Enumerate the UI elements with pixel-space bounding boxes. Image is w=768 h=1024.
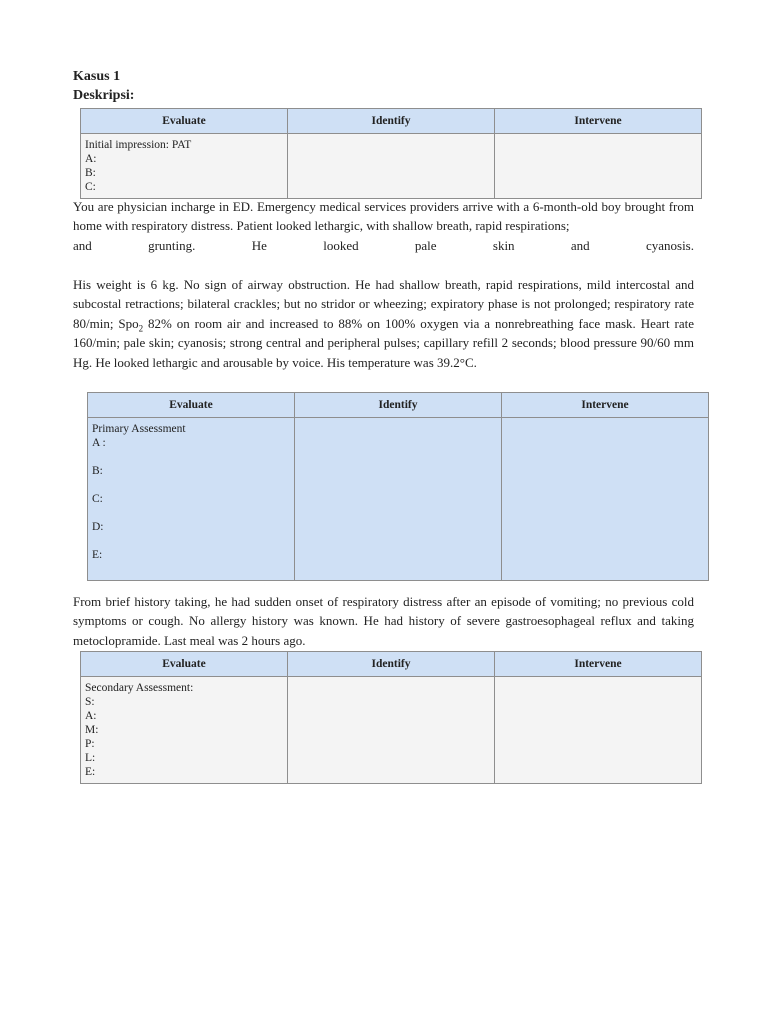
identify-cell [288, 134, 495, 199]
header-identify: Identify [288, 109, 495, 134]
findings-paragraph [73, 275, 694, 372]
spo2-subscript: 2 [138, 323, 144, 334]
history-paragraph [73, 592, 694, 650]
primary-lines [92, 436, 290, 562]
cell-title: Initial impression: PAT [85, 139, 192, 151]
header-identify: Identify [295, 393, 502, 418]
cell-line-m: M: [85, 724, 99, 736]
evaluate-cell [88, 418, 295, 581]
cell-line-e: E: [92, 549, 103, 561]
findings-text-a: His weight is 6 kg. No sign of airway obstruction. He had shallow breath, rapid respirations, mild intercostal and subcostal retractions; bilateral crackles; but no stridor or wheezing; expiratory phase is not prolonged; respiratory rate 80/min; Spo [73, 277, 694, 331]
header-evaluate: Evaluate [81, 109, 288, 134]
intervene-cell [502, 418, 709, 581]
cell-line-a: A: [85, 153, 97, 165]
cell-line-p: P: [85, 738, 95, 750]
intervene-cell [495, 134, 702, 199]
intervene-cell [495, 677, 702, 784]
identify-cell [295, 418, 502, 581]
header-evaluate: Evaluate [81, 652, 288, 677]
cell-line-d: D: [92, 521, 104, 533]
findings-text-b: 82% on room air and increased to 88% on 100% oxygen via a nonrebreathing face mask. Heart rate 160/min; pale skin; cyanosis; strong central and peripheral pulses; capillary refill 2 seconds; blood pressure 90/60 mm Hg. He looked lethargic and arousable by voice. His temperature was 39.2°C. [73, 315, 694, 370]
cell-line-l: L: [85, 752, 96, 764]
scenario-paragraph [73, 197, 694, 236]
table-header-row [88, 393, 709, 418]
cell-line-b: B: [85, 167, 96, 179]
evaluate-cell [81, 677, 288, 784]
scenario-last-line [73, 236, 694, 255]
table-row [88, 418, 709, 581]
case-title: Kasus 1 [73, 69, 121, 84]
table-header-row [81, 109, 702, 134]
header-intervene: Intervene [495, 652, 702, 677]
cell-line-a: A : [92, 437, 106, 449]
table-row [81, 677, 702, 784]
table-row [81, 134, 702, 199]
scenario-last-text: and grunting. He looked pale skin and cyanosis. [73, 238, 694, 253]
cell-line-s: S: [85, 696, 95, 708]
cell-line-b: B: [92, 465, 103, 477]
cell-line-a: A: [85, 710, 97, 722]
evaluate-cell [81, 134, 288, 199]
header-identify: Identify [288, 652, 495, 677]
table-header-row [81, 652, 702, 677]
cell-line-e: E: [85, 766, 96, 778]
history-text: From brief history taking, he had sudden onset of respiratory distress after an episode of vomiting; no previous cold symptoms or cough. No allergy history was known. He had history of severe gastroesophageal reflux and taking metoclopramide. Last meal was 2 hours ago. [73, 594, 694, 648]
header-evaluate: Evaluate [88, 393, 295, 418]
evaluation-table-initial [80, 108, 702, 199]
cell-line-c: C: [92, 493, 103, 505]
identify-cell [288, 677, 495, 784]
evaluation-table-secondary [80, 651, 702, 784]
cell-title: Secondary Assessment: [85, 682, 194, 694]
cell-line-c: C: [85, 181, 96, 193]
scenario-text: You are physician incharge in ED. Emergency medical services providers arrive with a 6-month-old boy brought from home with respiratory distress. Patient looked lethargic, with shallow breath, rapid respirations; [73, 199, 694, 234]
header-intervene: Intervene [495, 109, 702, 134]
header-intervene: Intervene [502, 393, 709, 418]
description-label: Deskripsi: [73, 88, 135, 103]
cell-title: Primary Assessment [92, 423, 186, 435]
evaluation-table-primary [87, 392, 709, 581]
